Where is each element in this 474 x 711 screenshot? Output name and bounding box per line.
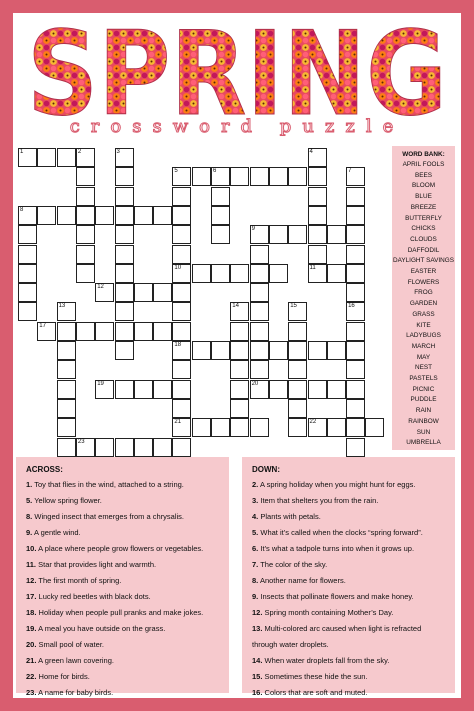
grid-cell[interactable] [346,418,365,437]
clue-number: 9. [252,592,259,601]
grid-cell[interactable] [76,322,95,341]
across-clue [26,637,219,653]
cell-number: 8 [20,206,24,213]
clue-number: 7. [252,560,259,569]
grid-cell[interactable] [192,264,211,283]
grid-cell[interactable] [346,341,365,360]
clue-text: What it’s called when the clocks “spring forward”. [260,528,423,537]
across-clues-panel [16,457,229,697]
clue-text: It’s what a tadpole turns into when it grows up. [260,544,415,553]
grid-cell[interactable] [346,187,365,206]
down-clue [252,685,445,701]
grid-cell[interactable] [57,302,76,321]
grid-cell[interactable] [250,283,269,302]
down-clue [252,541,445,557]
across-clue [26,621,219,637]
grid-cell[interactable] [76,264,95,283]
grid-cell[interactable] [211,225,230,244]
grid-cell[interactable] [134,283,153,302]
clue-text: The color of the sky. [260,560,328,569]
cell-number: 21 [174,419,182,426]
grid-cell[interactable] [172,360,191,379]
grid-cell[interactable] [346,399,365,418]
grid-cell[interactable] [288,225,307,244]
clue-text: Star that provides light and warmth. [38,560,157,569]
clue-text: Colors that are soft and muted. [264,688,368,697]
grid-cell[interactable] [172,206,191,225]
clue-number: 20. [26,640,37,649]
down-clue [252,589,445,605]
subtitle: crossword puzzle [69,116,405,137]
grid-cell[interactable] [346,283,365,302]
grid-cell[interactable] [308,167,327,186]
word-bank-item: UMBRELLA [406,439,441,447]
grid-cell[interactable] [211,187,230,206]
clue-number: 1. [26,480,33,489]
clue-text: A green lawn covering. [38,656,114,665]
grid-cell[interactable] [230,167,249,186]
cell-number: 11 [309,264,316,271]
clue-number: 13. [252,624,263,633]
grid-cell[interactable] [211,264,230,283]
word-bank-item: EASTER [410,268,437,276]
clue-text: Toy that flies in the wind, attached to a string. [34,480,184,489]
grid-cell[interactable] [269,167,288,186]
grid-cell[interactable] [308,148,327,167]
clue-number: 16. [252,688,263,697]
cell-number: 14 [232,303,239,310]
down-clue [252,557,445,573]
grid-cell[interactable] [250,360,269,379]
across-clue [26,525,219,541]
clue-number: 8. [252,576,259,585]
grid-cell[interactable] [250,341,269,360]
grid-cell[interactable] [230,418,249,437]
grid-cell[interactable] [18,245,37,264]
grid-cell[interactable] [288,302,307,321]
down-clue [252,525,445,541]
down-clue [252,493,445,509]
grid-cell[interactable] [172,187,191,206]
down-clue [252,477,445,493]
grid-cell[interactable] [288,380,307,399]
grid-cell[interactable] [115,245,134,264]
grid-cell[interactable] [115,302,134,321]
word-bank-item: BUTTERFLY [405,214,442,222]
grid-cell[interactable] [346,360,365,379]
grid-cell[interactable] [269,225,288,244]
clue-number: 19. [26,624,37,633]
grid-cell[interactable] [76,438,95,457]
clue-text: When water droplets fall from the sky. [264,656,390,665]
grid-cell[interactable] [37,322,56,341]
grid-cell[interactable] [95,206,114,225]
word-bank-item: APRIL FOOLS [402,161,445,168]
cell-number: 2 [77,149,82,155]
grid-cell[interactable] [230,322,249,341]
grid-cell[interactable] [115,187,134,206]
grid-cell[interactable] [346,225,365,244]
grid-cell[interactable] [288,322,307,341]
grid-cell[interactable] [230,341,249,360]
grid-cell[interactable] [211,206,230,225]
grid-cell[interactable] [18,206,37,225]
grid-cell[interactable] [288,167,307,186]
across-clue [26,573,219,589]
cell-number: 5 [174,168,178,175]
across-clue [26,653,219,669]
grid-cell[interactable] [192,418,211,437]
grid-cell[interactable] [346,167,365,186]
across-heading: ACROSS: [26,465,63,474]
grid-cell[interactable] [172,167,191,186]
grid-cell[interactable] [172,380,191,399]
word-bank-item: BLUE [415,193,432,201]
grid-cell[interactable] [115,225,134,244]
grid-cell[interactable] [308,264,327,283]
grid-cell[interactable] [250,302,269,321]
clue-text: Plants with petals. [260,512,321,521]
grid-cell[interactable] [250,264,269,283]
grid-cell[interactable] [230,380,249,399]
grid-cell[interactable] [37,206,56,225]
across-clue [26,477,219,493]
grid-cell[interactable] [269,341,288,360]
grid-cell[interactable] [115,264,134,283]
across-clue [26,509,219,525]
grid-cell[interactable] [327,341,346,360]
cell-number: 4 [309,149,313,155]
grid-cell[interactable] [57,322,76,341]
grid-cell[interactable] [115,341,134,360]
down-clue [252,509,445,525]
cell-number: 13 [58,303,66,310]
word-bank-item: SUN [416,428,431,436]
clue-text: A name for baby birds. [38,688,114,697]
grid-cell[interactable] [327,264,346,283]
cell-number: 22 [309,419,317,426]
cell-number: 19 [97,380,104,387]
grid-cell[interactable] [365,418,384,437]
grid-cell[interactable] [288,360,307,379]
down-heading: DOWN: [252,465,280,474]
grid-cell[interactable] [76,245,95,264]
grid-cell[interactable] [115,167,134,186]
word-bank-item: MARCH [411,342,436,350]
clue-text: Spring month containing Mother’s Day. [264,608,394,617]
grid-cell[interactable] [230,360,249,379]
across-clue [26,605,219,621]
clue-number: 12. [26,576,37,585]
grid-cell[interactable] [115,283,134,302]
grid-cell[interactable] [230,399,249,418]
grid-cell[interactable] [308,380,327,399]
cell-number: 6 [213,168,217,175]
word-bank-item: DAFFODIL [407,246,440,254]
clue-number: 3. [252,496,259,505]
down-clues-panel [242,457,455,697]
clue-text: Item that shelters you from the rain. [260,496,379,505]
spring-title-art [22,16,452,124]
clue-number: 22. [26,672,37,681]
clue-text: A place where people grow flowers or vegetables. [38,544,204,553]
cell-number: 7 [348,168,352,175]
clue-number: 21. [26,656,37,665]
grid-cell[interactable] [346,264,365,283]
grid-cell[interactable] [211,167,230,186]
clue-text: Small pool of water. [38,640,104,649]
word-bank-item: MAY [416,353,431,361]
down-clue [252,653,445,669]
grid-cell[interactable] [346,302,365,321]
grid-cell[interactable] [18,225,37,244]
across-clue [26,685,219,701]
grid-cell[interactable] [250,167,269,186]
clue-text: Lucky red beetles with black dots. [38,592,151,601]
grid-cell[interactable] [153,206,172,225]
grid-cell[interactable] [115,206,134,225]
clue-text: Home for birds. [38,672,90,681]
grid-cell[interactable] [172,418,191,437]
grid-cell[interactable] [308,245,327,264]
grid-cell[interactable] [250,245,269,264]
grid-cell[interactable] [37,148,56,167]
grid-cell[interactable] [18,148,37,167]
clue-number: 4. [252,512,259,521]
cell-number: 23 [77,438,85,445]
grid-cell[interactable] [172,245,191,264]
grid-cell[interactable] [250,322,269,341]
grid-cell[interactable] [346,438,365,457]
grid-cell[interactable] [18,264,37,283]
clue-number: 8. [26,512,33,521]
clue-text: A gentle wind. [33,528,81,537]
clue-text: A meal you have outside on the grass. [38,624,166,633]
grid-cell[interactable] [269,380,288,399]
down-clue [252,605,445,621]
word-bank-item: CHICKS [411,225,436,233]
down-clue [252,669,445,685]
grid-cell[interactable] [250,225,269,244]
word-bank-item: FLOWERS [407,278,440,286]
grid-cell[interactable] [76,148,95,167]
word-bank-item: GARDEN [409,300,438,308]
word-bank-item: RAINBOW [408,417,439,425]
clue-text: Sometimes these hide the sun. [264,672,368,681]
clue-text: The first month of spring. [38,576,122,585]
grid-cell[interactable] [115,438,134,457]
spring-title [22,16,452,124]
across-clue [26,541,219,557]
grid-cell[interactable] [57,438,76,457]
grid-cell[interactable] [172,225,191,244]
grid-cell[interactable] [95,283,114,302]
cell-number: 3 [116,149,120,155]
word-bank-item: RAIN [415,407,432,415]
grid-cell[interactable] [153,380,172,399]
clue-number: 10. [26,544,37,553]
down-clue [252,621,445,653]
grid-cell[interactable] [57,341,76,360]
clue-number: 18. [26,608,37,617]
grid-cell[interactable] [192,341,211,360]
grid-cell[interactable] [288,341,307,360]
clue-number: 12. [252,608,263,617]
cell-number: 9 [251,226,255,233]
word-bank [392,146,455,450]
cell-number: 15 [290,303,297,310]
grid-cell[interactable] [308,206,327,225]
grid-cell[interactable] [134,380,153,399]
across-clue-list [26,477,219,701]
clue-number: 15. [252,672,263,681]
grid-cell[interactable] [327,380,346,399]
grid-cell[interactable] [57,418,76,437]
word-bank-item: BLOOM [411,182,436,190]
clue-text: A spring holiday when you might hunt for eggs. [259,480,416,489]
clue-number: 6. [252,544,259,553]
grid-cell[interactable] [288,399,307,418]
across-clue [26,589,219,605]
clue-number: 5. [26,496,33,505]
grid-cell[interactable] [153,322,172,341]
clue-number: 2. [252,480,259,489]
grid-cell[interactable] [308,225,327,244]
grid-cell[interactable] [76,187,95,206]
clue-text: Yellow spring flower. [34,496,102,505]
grid-cell[interactable] [288,418,307,437]
spring-title-text: SPRING [27,16,447,124]
grid-cell[interactable] [250,380,269,399]
word-bank-item: CLOUDS [410,235,437,243]
clue-number: 23. [26,688,37,697]
clue-number: 5. [252,528,259,537]
word-bank-heading: WORD BANK: [402,151,445,158]
word-bank-item: PUDDLE [410,396,437,404]
grid-cell[interactable] [192,167,211,186]
across-clue [26,557,219,573]
word-bank-item: FROG [414,289,433,297]
grid-cell[interactable] [18,302,37,321]
grid-cell[interactable] [76,225,95,244]
across-clue [26,669,219,685]
down-clue [252,573,445,589]
grid-cell[interactable] [211,341,230,360]
clue-number: 11. [26,560,37,569]
word-bank-item: NEST [414,364,433,372]
word-bank-item: GRASS [412,310,435,318]
grid-cell[interactable] [134,438,153,457]
cell-number: 18 [174,342,182,348]
grid-cell[interactable] [95,438,114,457]
word-bank-item: BREEZE [410,203,437,211]
grid-cell[interactable] [346,322,365,341]
grid-cell[interactable] [172,399,191,418]
grid-cell[interactable] [346,206,365,225]
clue-text: Winged insect that emerges from a chrysalis. [34,512,185,521]
grid-cell[interactable] [115,322,134,341]
clue-text: Holiday when people pull pranks and make jokes. [38,608,204,617]
grid-cell[interactable] [57,380,76,399]
grid-cell[interactable] [18,283,37,302]
down-clue-list [252,477,445,701]
word-bank-item: DAYLIGHT SAVINGS [392,257,455,265]
clue-number: 9. [26,528,33,537]
grid-cell[interactable] [76,167,95,186]
grid-cell[interactable] [153,438,172,457]
cell-number: 20 [251,380,259,387]
grid-cell[interactable] [346,380,365,399]
grid-cell[interactable] [308,418,327,437]
word-bank-item: LADYBUGS [406,332,441,340]
grid-cell[interactable] [57,399,76,418]
grid-cell[interactable] [211,418,230,437]
cell-number: 16 [348,303,355,310]
word-bank-item: PASTELS [409,375,438,383]
clue-text: Insects that pollinate flowers and make honey. [260,592,414,601]
word-bank-item: KITE [416,321,431,329]
grid-cell[interactable] [308,187,327,206]
clue-number: 17. [26,592,37,601]
grid-cell[interactable] [327,418,346,437]
grid-cell[interactable] [230,264,249,283]
grid-cell[interactable] [57,360,76,379]
grid-cell[interactable] [172,302,191,321]
grid-cell[interactable] [134,322,153,341]
grid-cell[interactable] [115,380,134,399]
grid-cell[interactable] [57,148,76,167]
grid-cell[interactable] [346,245,365,264]
clue-number: 14. [252,656,263,665]
grid-cell[interactable] [172,438,191,457]
grid-cell[interactable] [172,341,191,360]
clue-text: Another name for flowers. [259,576,346,585]
grid-cell[interactable] [172,283,191,302]
clue-text: Multi-colored arc caused when light is refracted through water droplets. [252,624,422,649]
grid-cell[interactable] [327,225,346,244]
cell-number: 17 [39,322,46,329]
grid-cell[interactable] [172,264,191,283]
grid-cell[interactable] [250,418,269,437]
grid-cell[interactable] [230,302,249,321]
word-bank-list [392,160,455,449]
word-bank-item: PICNIC [412,385,435,393]
cell-number: 1 [20,149,24,155]
grid-cell[interactable] [308,341,327,360]
grid-cell[interactable] [76,206,95,225]
grid-cell[interactable] [172,322,191,341]
grid-cell[interactable] [57,206,76,225]
grid-cell[interactable] [115,148,134,167]
grid-cell[interactable] [95,322,114,341]
across-clue [26,493,219,509]
cell-number: 12 [97,284,104,291]
grid-cell[interactable] [95,380,114,399]
grid-cell[interactable] [153,283,172,302]
grid-cell[interactable] [134,206,153,225]
grid-cell[interactable] [269,264,288,283]
word-bank-item: BEES [414,171,433,179]
cell-number: 10 [174,264,182,271]
